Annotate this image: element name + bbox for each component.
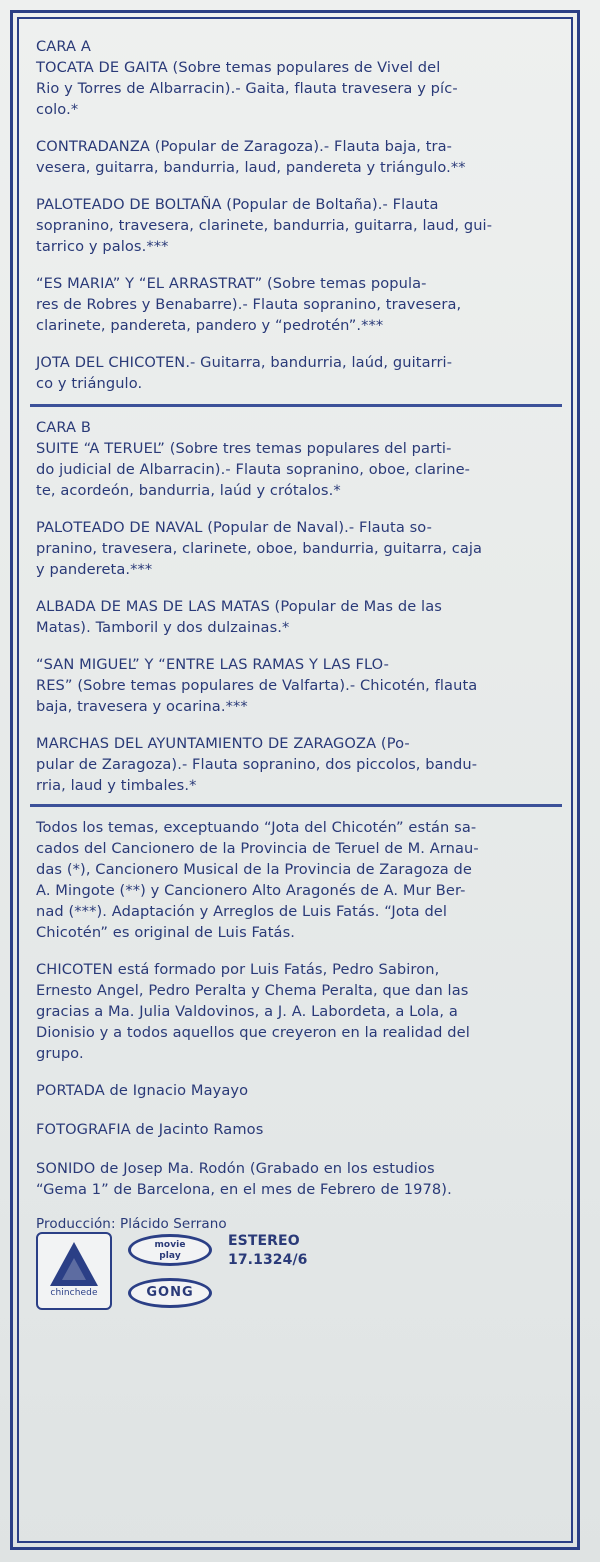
divider [30, 804, 562, 807]
text-line: gracias a Ma. Julia Valdovinos, a J. A. Labordeta, a Lola, a [36, 1003, 458, 1020]
track-line: colo.* [36, 101, 79, 118]
logo-text: movie [154, 1240, 186, 1250]
track-list-item [36, 596, 556, 638]
text-line: Ernesto Angel, Pedro Peralta y Chema Peralta, que dan las [36, 982, 469, 999]
text-line: “Gema 1” de Barcelona, en el mes de Febrero de 1978). [36, 1181, 452, 1198]
track-line: RES” (Sobre temas populares de Valfarta).- Chicotén, flauta [36, 677, 478, 694]
track-line: y pandereta.*** [36, 561, 153, 578]
track-line: sopranino, travesera, clarinete, bandurria, guitarra, laud, gui- [36, 217, 493, 234]
text-line: A. Mingote (**) y Cancionero Alto Aragonés de A. Mur Ber- [36, 882, 466, 899]
text-line: Todos los temas, exceptuando “Jota del Chicotén” están sa- [36, 819, 477, 836]
track-line: TOCATA DE GAITA (Sobre temas populares de Vivel del [36, 59, 441, 76]
side-a-title: CARA A [36, 38, 91, 55]
track-line: do judicial de Albarracin).- Flauta sopranino, oboe, clarine- [36, 461, 471, 478]
track-line: clarinete, pandereta, pandero y “pedrotén”.*** [36, 317, 384, 334]
track-line: te, acordeón, bandurria, laúd y crótalos.* [36, 482, 341, 499]
text-line: das (*), Cancionero Musical de la Provincia de Zaragoza de [36, 861, 472, 878]
text-line: CHICOTEN está formado por Luis Fatás, Pedro Sabiron, [36, 961, 440, 978]
stereo-catalog [228, 1232, 308, 1270]
track-line: “SAN MIGUEL” Y “ENTRE LAS RAMAS Y LAS FLO- [36, 656, 390, 673]
gong-logo: GONG [128, 1278, 212, 1308]
track-line: “ES MARIA” Y “EL ARRASTRAT” (Sobre temas popula- [36, 275, 427, 292]
track-line: pranino, travesera, clarinete, oboe, bandurria, guitarra, caja [36, 540, 483, 557]
logo-label: chinchede [50, 1288, 98, 1298]
track-list-item [36, 136, 556, 178]
track-line: JOTA DEL CHICOTEN.- Guitarra, bandurria, laúd, guitarri- [36, 354, 453, 371]
sources-paragraph [36, 817, 556, 943]
photo-credit: FOTOGRAFIA de Jacinto Ramos [36, 1121, 264, 1138]
track-line: CONTRADANZA (Popular de Zaragoza).- Flauta baja, tra- [36, 138, 453, 155]
track-list-item [36, 57, 556, 120]
catalog-number: 17.1324/6 [228, 1252, 308, 1268]
band-paragraph [36, 959, 556, 1064]
cover-credit: PORTADA de Ignacio Mayayo [36, 1082, 249, 1099]
track-list-item [36, 273, 556, 336]
track-line: rria, laud y timbales.* [36, 777, 197, 794]
stereo-label: ESTEREO [228, 1233, 300, 1249]
track-line: res de Robres y Benabarre).- Flauta sopranino, travesera, [36, 296, 462, 313]
track-line: SUITE “A TERUEL” (Sobre tres temas populares del parti- [36, 440, 452, 457]
footer [36, 1214, 556, 1324]
track-line: Matas). Tamboril y dos dulzainas.* [36, 619, 290, 636]
label-logo [36, 1232, 112, 1310]
producer-credit: Producción: Plácido Serrano [36, 1216, 227, 1232]
track-line: co y triángulo. [36, 375, 143, 392]
track-list-item [36, 194, 556, 257]
text-line: cados del Cancionero de la Provincia de Teruel de M. Arnau- [36, 840, 479, 857]
track-line: ALBADA DE MAS DE LAS MATAS (Popular de Mas de las [36, 598, 442, 615]
sound-credit [36, 1158, 556, 1200]
track-line: vesera, guitarra, bandurria, laud, pandereta y triángulo.** [36, 159, 466, 176]
text-line: grupo. [36, 1045, 84, 1062]
text-line: nad (***). Adaptación y Arreglos de Luis Fatás. “Jota del [36, 903, 448, 920]
divider [30, 404, 562, 407]
liner-notes [36, 36, 556, 1324]
side-b-title: CARA B [36, 419, 91, 436]
track-list-item [36, 352, 556, 394]
notes-section [36, 817, 556, 1064]
text-line: Dionisio y a todos aquellos que creyeron en la realidad del [36, 1024, 470, 1041]
track-list-item [36, 517, 556, 580]
track-line: PALOTEADO DE NAVAL (Popular de Naval).- Flauta so- [36, 519, 432, 536]
text-line: SONIDO de Josep Ma. Rodón (Grabado en los estudios [36, 1160, 435, 1177]
track-list-item [36, 654, 556, 717]
track-list-item [36, 733, 556, 796]
track-line: pular de Zaragoza).- Flauta sopranino, dos piccolos, bandu- [36, 756, 478, 773]
track-line: MARCHAS DEL AYUNTAMIENTO DE ZARAGOZA (Po- [36, 735, 410, 752]
track-line: tarrico y palos.*** [36, 238, 169, 255]
track-list-item [36, 438, 556, 501]
movieplay-logo [128, 1234, 212, 1266]
track-line: PALOTEADO DE BOLTAÑA (Popular de Boltaña).- Flauta [36, 196, 439, 213]
track-line: baja, travesera y ocarina.*** [36, 698, 248, 715]
text-line: Chicotén” es original de Luis Fatás. [36, 924, 296, 941]
logo-text: play [159, 1251, 181, 1261]
track-line: Rio y Torres de Albarracin).- Gaita, flauta travesera y píc- [36, 80, 458, 97]
